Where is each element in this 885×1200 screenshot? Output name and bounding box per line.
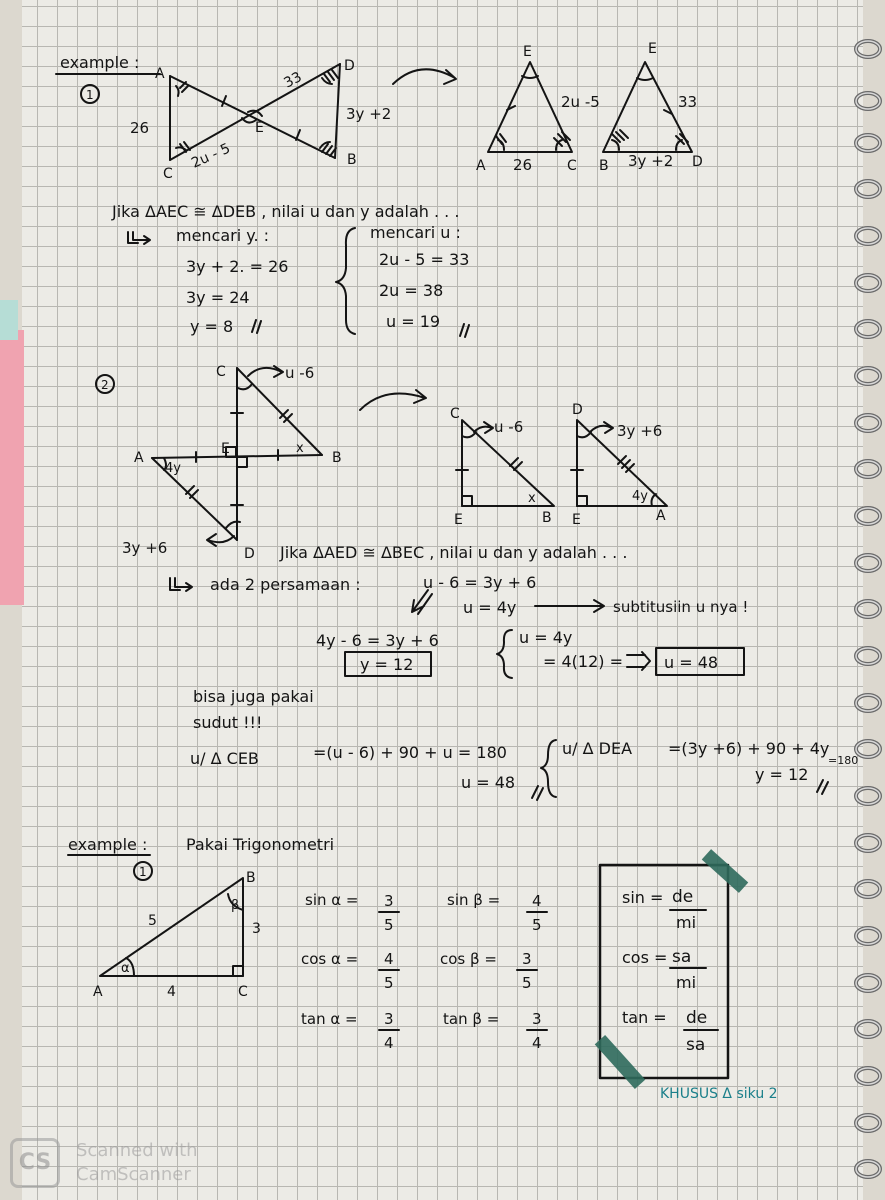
watermark-line-2: CamScanner <box>76 1164 191 1185</box>
fraction-num: de <box>672 887 694 907</box>
formula-box <box>600 865 728 1078</box>
fraction-den: 4 <box>532 1034 542 1052</box>
trig-label: tan = <box>622 1008 667 1027</box>
fraction-num: 3 <box>522 950 532 968</box>
arrow-icon <box>170 578 192 591</box>
note-text: bisa juga pakai <box>193 687 314 706</box>
point-label: C <box>216 364 226 380</box>
watermark-line-1: Scanned with <box>76 1140 198 1161</box>
angle-label: 3y +6 <box>122 539 168 557</box>
step-line: 2u = 38 <box>379 281 444 300</box>
fraction-num: 3 <box>384 892 394 910</box>
point-label: B <box>332 450 342 466</box>
point-label: E <box>648 41 657 57</box>
equation-result: u = 48 <box>461 773 516 792</box>
point-label: E <box>572 512 581 528</box>
point-label: D <box>572 402 583 418</box>
answer-x: u = 48 <box>664 653 719 672</box>
right-angle-mark <box>233 966 243 976</box>
side-label: 4 <box>167 984 176 1000</box>
brace <box>336 228 355 334</box>
arrow <box>360 390 426 410</box>
point-label: A <box>476 158 486 174</box>
fraction-den: 5 <box>384 916 394 934</box>
point-label: D <box>244 546 255 562</box>
question-text: Jika ΔAED ≅ ΔBEC , nilai u dan y adalah . . . <box>280 543 628 562</box>
angle-label: x <box>528 491 536 506</box>
example-number: 2 <box>101 378 109 392</box>
answer-y: y = 12 <box>360 655 414 674</box>
angle-label: u -6 <box>494 418 524 436</box>
point-label: A <box>134 450 144 466</box>
point-label: E <box>255 120 264 136</box>
fraction-den: 5 <box>522 974 532 992</box>
trig-label: tan β = <box>443 1010 500 1028</box>
side-label: 5 <box>148 913 157 929</box>
segment-cd <box>170 64 340 160</box>
fraction-den: sa <box>686 1035 706 1055</box>
arrow <box>248 366 283 377</box>
side-label: 26 <box>130 119 150 137</box>
equation: =180 <box>828 754 859 767</box>
note-text: sudut !!! <box>193 713 263 732</box>
arrow <box>590 422 613 433</box>
point-label: A <box>93 984 103 1000</box>
arrow <box>474 422 493 433</box>
angle-mark <box>577 432 591 437</box>
arrow-icon <box>412 590 432 614</box>
point-label: B <box>347 152 357 168</box>
implies-arrow <box>627 652 650 670</box>
side-label: 33 <box>281 69 305 92</box>
step-result: y = 8 <box>190 317 234 336</box>
tick-mark <box>280 410 292 422</box>
note-text: subtitusiin u nya ! <box>613 598 749 616</box>
step-line: 3y + 2. = 26 <box>186 257 289 276</box>
point-label: E <box>523 44 532 60</box>
arrow <box>393 69 456 84</box>
fraction-den: 5 <box>532 916 542 934</box>
triangle-aec <box>488 62 572 152</box>
arrow-icon <box>128 232 150 244</box>
point-label: A <box>656 508 666 524</box>
side-label: 26 <box>513 156 533 174</box>
equation: =(u - 6) + 90 + u = 180 <box>313 743 507 762</box>
example-heading: example : <box>68 835 148 854</box>
step-line: 2u - 5 = 33 <box>379 250 470 269</box>
side-label: 3y +2 <box>346 105 392 123</box>
fraction-num: 3 <box>532 1010 542 1028</box>
angle-label: α <box>121 961 130 976</box>
fraction-den: 5 <box>384 974 394 992</box>
angle-mark <box>612 130 628 150</box>
fraction-num: 4 <box>532 892 542 910</box>
trig-label: tan α = <box>301 1010 358 1028</box>
fraction-num: 4 <box>384 950 394 968</box>
triangle-label: u/ Δ CEB <box>190 749 259 768</box>
angle-label: 3y +6 <box>617 422 663 440</box>
right-angle-mark <box>577 496 587 506</box>
triangle-label: u/ Δ DEA <box>562 739 633 758</box>
arrow <box>207 534 234 546</box>
washi-tape <box>702 849 749 893</box>
bowtie-figure <box>170 64 340 160</box>
angle-label: 4y <box>632 489 648 504</box>
done-mark <box>817 780 828 794</box>
angle-mark <box>238 384 252 389</box>
fraction-num: sa <box>672 947 692 967</box>
equation: =(3y +6) + 90 + 4y <box>668 739 830 758</box>
camscanner-logo: CS <box>10 1138 60 1188</box>
point-label: C <box>238 984 248 1000</box>
intro-text: ada 2 persamaan : <box>210 575 361 594</box>
angle-label: β <box>231 898 240 913</box>
trig-label: sin = <box>622 888 664 907</box>
example-heading: example : <box>60 53 140 72</box>
scanner-watermark <box>10 1138 230 1190</box>
angle-label: u -6 <box>285 364 315 382</box>
equation-result: y = 12 <box>755 765 809 784</box>
example-number: 1 <box>139 865 147 879</box>
step-title: mencari u : <box>370 223 461 242</box>
point-label: A <box>155 66 165 82</box>
side-label: 33 <box>678 93 698 111</box>
trig-label: cos α = <box>301 950 359 968</box>
step-result: u = 19 <box>386 312 441 331</box>
equation: u - 6 = 3y + 6 <box>423 573 537 592</box>
angle-mark <box>496 134 506 150</box>
topic-title: Pakai Trigonometri <box>186 835 335 854</box>
point-label: D <box>692 154 703 170</box>
tick-mark <box>618 456 634 472</box>
angle-mark <box>522 76 538 78</box>
point-label: B <box>542 510 552 526</box>
equation: u = 4y <box>463 598 517 617</box>
side-label: 2u - 5 <box>189 140 233 172</box>
fraction-den: mi <box>676 913 697 932</box>
point-label: E <box>221 441 230 457</box>
done-mark <box>532 786 543 800</box>
point-label: E <box>454 512 463 528</box>
trig-label: cos β = <box>440 950 497 968</box>
right-angle-mark <box>237 457 247 467</box>
step-line: 3y = 24 <box>186 288 250 307</box>
step-title: mencari y. : <box>176 226 270 245</box>
brace <box>497 630 512 678</box>
equation: u = 4y <box>519 628 573 647</box>
tick-mark <box>510 458 522 470</box>
side-label: 3 <box>252 921 261 937</box>
angle-label: 4y <box>165 461 181 476</box>
point-label: C <box>567 158 577 174</box>
washi-tape <box>595 1035 646 1089</box>
arrow <box>535 600 604 612</box>
done-mark <box>460 324 469 337</box>
tick-mark <box>186 486 198 498</box>
angle-mark <box>637 78 653 80</box>
trig-label: cos = <box>622 948 668 967</box>
right-angle-mark <box>462 496 472 506</box>
side-label: 2u -5 <box>561 93 600 111</box>
highlight-note: KHUSUS Δ siku 2 <box>660 1086 778 1102</box>
question-text: Jika ΔAEC ≅ ΔDEB , nilai u dan y adalah . . . <box>112 202 460 221</box>
point-label: B <box>246 870 256 886</box>
angle-label: x <box>296 441 304 456</box>
point-label: C <box>163 166 173 182</box>
fraction-den: mi <box>676 973 697 992</box>
example-number: 1 <box>86 88 94 102</box>
fraction-num: de <box>686 1008 708 1028</box>
equation: 4y - 6 = 3y + 6 <box>316 631 439 650</box>
fraction-num: 3 <box>384 1010 394 1028</box>
trig-label: sin α = <box>305 891 359 909</box>
done-mark <box>252 320 261 333</box>
point-label: C <box>450 406 460 422</box>
equation: = 4(12) = <box>543 652 624 671</box>
side-label: 3y +2 <box>628 152 674 170</box>
fraction-den: 4 <box>384 1034 394 1052</box>
trig-label: sin β = <box>447 891 501 909</box>
point-label: D <box>344 58 355 74</box>
point-label: B <box>599 158 609 174</box>
